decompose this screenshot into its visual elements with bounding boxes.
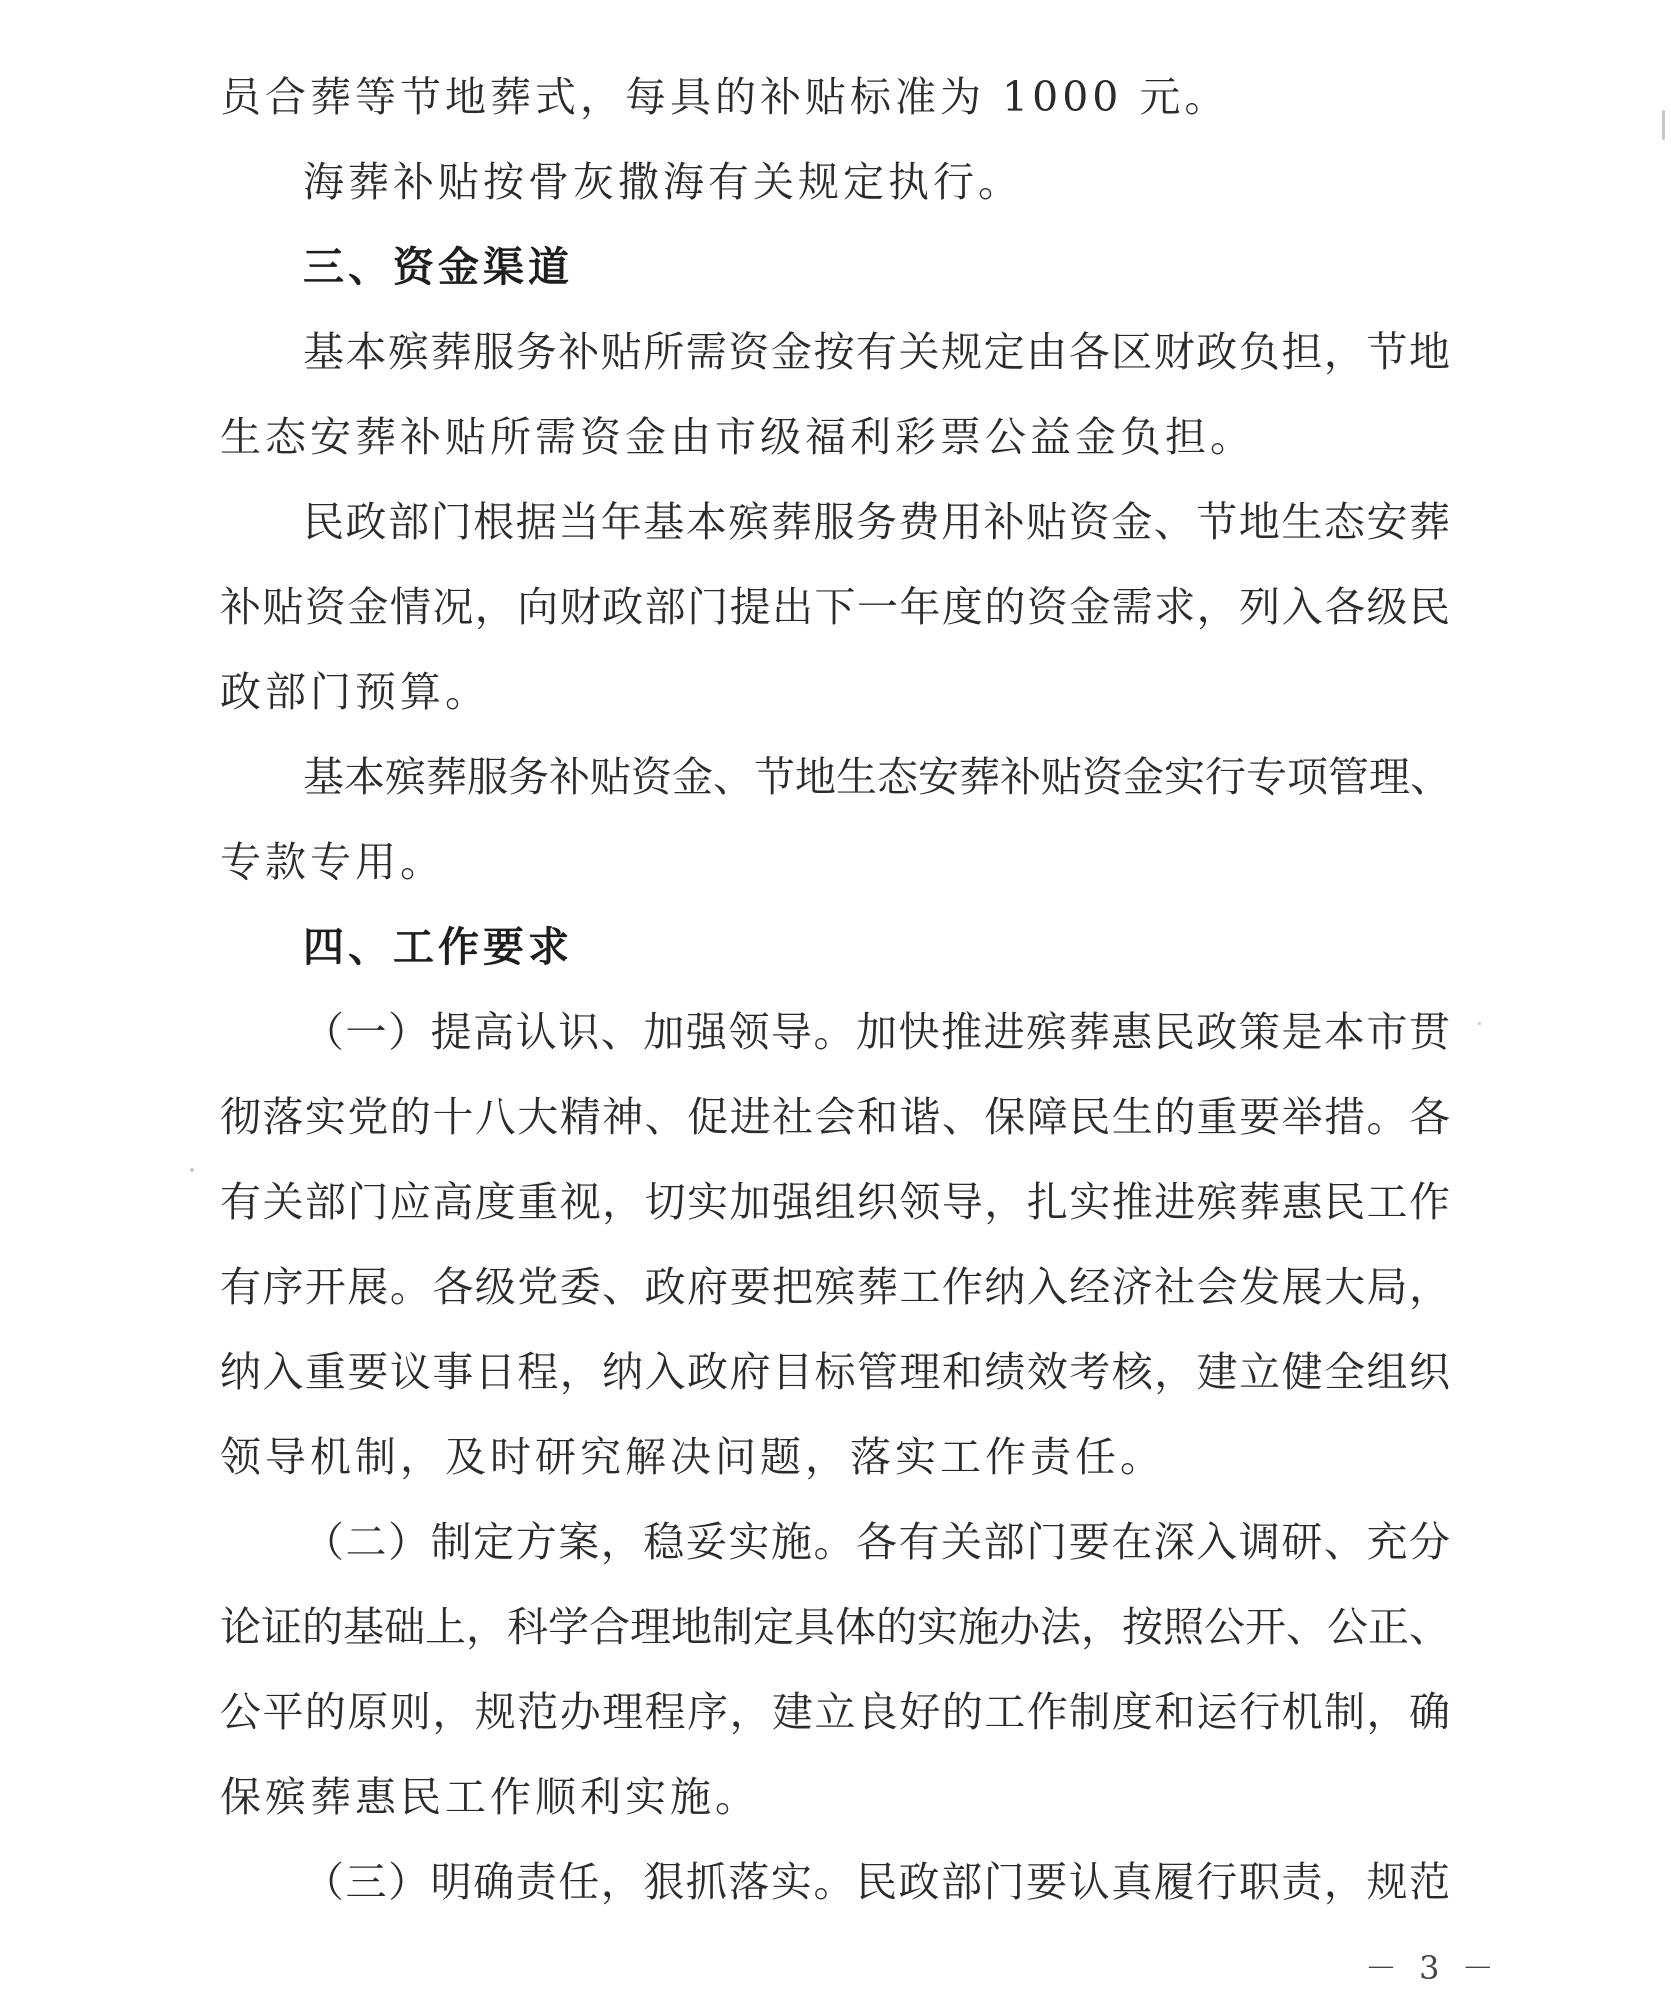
paragraph-line: 专款专用。 (220, 838, 445, 886)
section-heading-funding: 三、资金渠道 (303, 243, 573, 291)
paragraph-line: 员合葬等节地葬式，每具的补贴标准为 1000 元。 (220, 73, 1230, 121)
paragraph-line: 民政部门根据当年基本殡葬服务费用补贴资金、节地生态安葬 (303, 498, 1450, 546)
paragraph-line: 海葬补贴按骨灰撒海有关规定执行。 (303, 158, 1023, 206)
paragraph-line: 保殡葬惠民工作顺利实施。 (220, 1773, 760, 1821)
paragraph-line: 生态安葬补贴所需资金由市级福利彩票公益金负担。 (220, 413, 1255, 461)
paragraph-line: （三）明确责任，狠抓落实。民政部门要认真履行职责，规范 (303, 1858, 1450, 1906)
paragraph-line: 补贴资金情况，向财政部门提出下一年度的资金需求，列入各级民 (220, 583, 1450, 631)
paragraph-line: 有序开展。各级党委、政府要把殡葬工作纳入经济社会发展大局， (220, 1263, 1450, 1311)
paragraph-line: （二）制定方案，稳妥实施。各有关部门要在深入调研、充分 (303, 1518, 1450, 1566)
paragraph-line: 论证的基础上，科学合理地制定具体的实施办法，按照公开、公正、 (220, 1603, 1450, 1651)
paragraph-line: 基本殡葬服务补贴资金、节地生态安葬补贴资金实行专项管理、 (303, 753, 1451, 801)
paragraph-line: 公平的原则，规范办理程序，建立良好的工作制度和运行机制，确 (220, 1688, 1450, 1736)
paragraph-line: 彻落实党的十八大精神、促进社会和谐、保障民生的重要举措。各 (220, 1093, 1450, 1141)
paragraph-line: 领导机制，及时研究解决问题，落实工作责任。 (220, 1433, 1165, 1481)
section-heading-requirements: 四、工作要求 (303, 923, 573, 971)
paragraph-line: （一）提高认识、加强领导。加快推进殡葬惠民政策是本市贯 (303, 1008, 1450, 1056)
paragraph-line: 有关部门应高度重视，切实加强组织领导，扎实推进殡葬惠民工作 (220, 1178, 1450, 1226)
scan-edge-mark (1662, 110, 1665, 140)
scan-speck (1478, 1022, 1481, 1025)
paragraph-line: 政部门预算。 (220, 668, 490, 716)
page-number: － 3 － (1365, 1949, 1500, 1987)
paragraph-line: 纳入重要议事日程，纳入政府目标管理和绩效考核，建立健全组织 (220, 1348, 1450, 1396)
paragraph-line: 基本殡葬服务补贴所需资金按有关规定由各区财政负担，节地 (303, 328, 1450, 376)
scan-speck (190, 1168, 194, 1172)
